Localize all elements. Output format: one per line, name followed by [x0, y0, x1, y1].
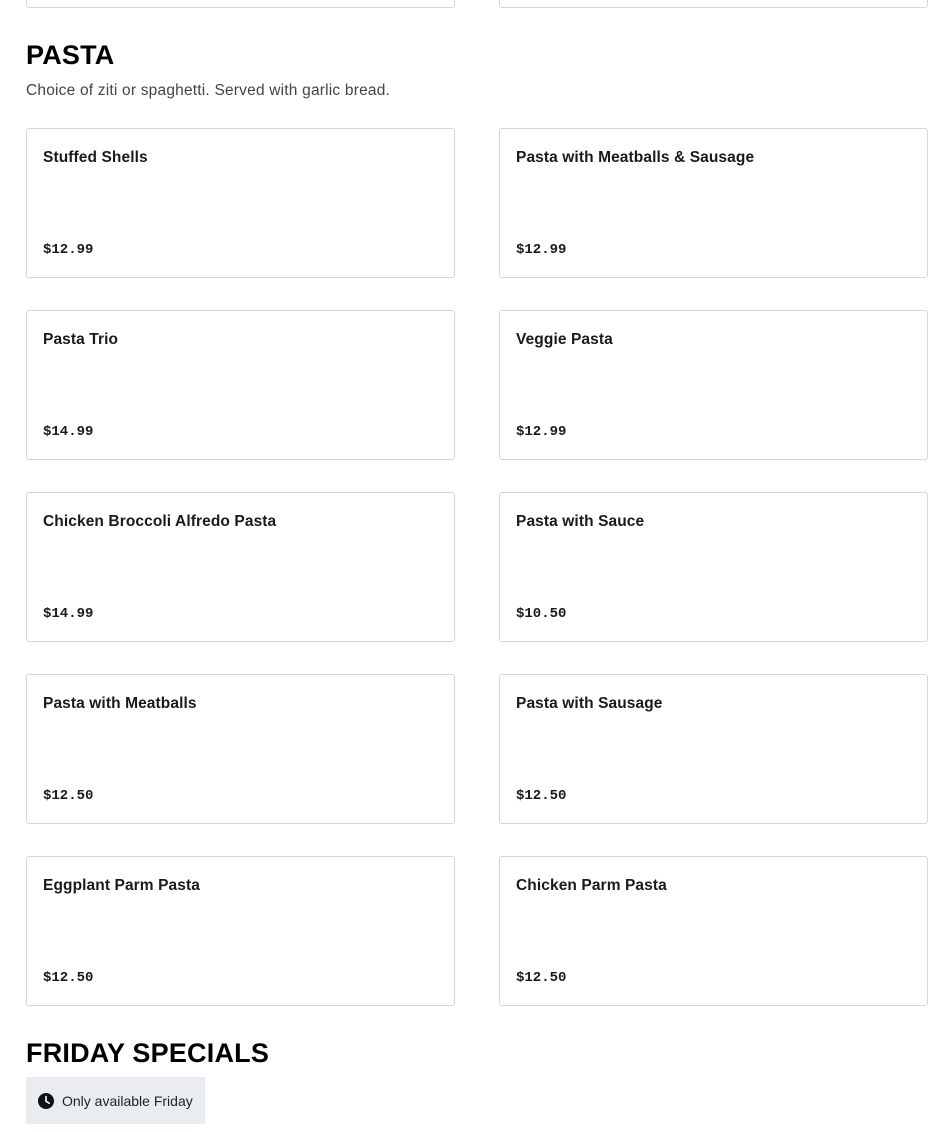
menu-item-card[interactable]: [499, 856, 928, 1006]
menu-item-price: $12.50: [516, 970, 567, 986]
menu-item-price: $14.99: [43, 424, 94, 440]
menu-item-card[interactable]: [26, 128, 455, 278]
menu-item-name: Chicken Parm Pasta: [516, 877, 667, 894]
menu-item-name: Eggplant Parm Pasta: [43, 877, 200, 894]
menu-item-card[interactable]: [499, 310, 928, 460]
menu-item-card[interactable]: [499, 674, 928, 824]
menu-item-price: $12.99: [516, 424, 567, 440]
menu-item-price: $14.99: [43, 606, 94, 622]
menu-item-price: $12.50: [43, 788, 94, 804]
menu-item-name: Stuffed Shells: [43, 149, 148, 166]
menu-item-card[interactable]: [26, 674, 455, 824]
menu-item-name: Pasta Trio: [43, 331, 119, 348]
section-description-pasta: Choice of ziti or spaghetti. Served with garlic bread.: [26, 82, 391, 99]
menu-item-card[interactable]: [499, 492, 928, 642]
menu-item-card[interactable]: [499, 128, 928, 278]
availability-badge: [26, 1077, 205, 1124]
availability-text: Only available Friday: [62, 1092, 193, 1109]
menu-item-card[interactable]: [26, 492, 455, 642]
menu-item-name: Pasta with Sauce: [516, 513, 645, 530]
menu-item-name: Veggie Pasta: [516, 331, 613, 348]
pasta-items-grid: [26, 128, 928, 1006]
menu-item-card[interactable]: [26, 310, 455, 460]
previous-section-cards: [26, 0, 928, 8]
menu-item-name: Pasta with Sausage: [516, 695, 663, 712]
menu-item-price: $12.99: [516, 242, 567, 258]
clock-icon: [38, 1093, 54, 1109]
menu-item-card[interactable]: [26, 856, 455, 1006]
menu-item-name: Pasta with Meatballs: [43, 695, 197, 712]
menu-item-price: $12.50: [43, 970, 94, 986]
menu-item-card[interactable]: [26, 0, 455, 8]
menu-item-price: $12.50: [516, 788, 567, 804]
menu-item-price: $10.50: [516, 606, 567, 622]
section-title-pasta: PASTA: [26, 40, 115, 70]
menu-item-card[interactable]: [499, 0, 928, 8]
menu-item-price: $12.99: [43, 242, 94, 258]
menu-item-name: Pasta with Meatballs & Sausage: [516, 149, 755, 166]
section-title-friday-specials: FRIDAY SPECIALS: [26, 1038, 270, 1068]
menu-item-name: Chicken Broccoli Alfredo Pasta: [43, 513, 277, 530]
